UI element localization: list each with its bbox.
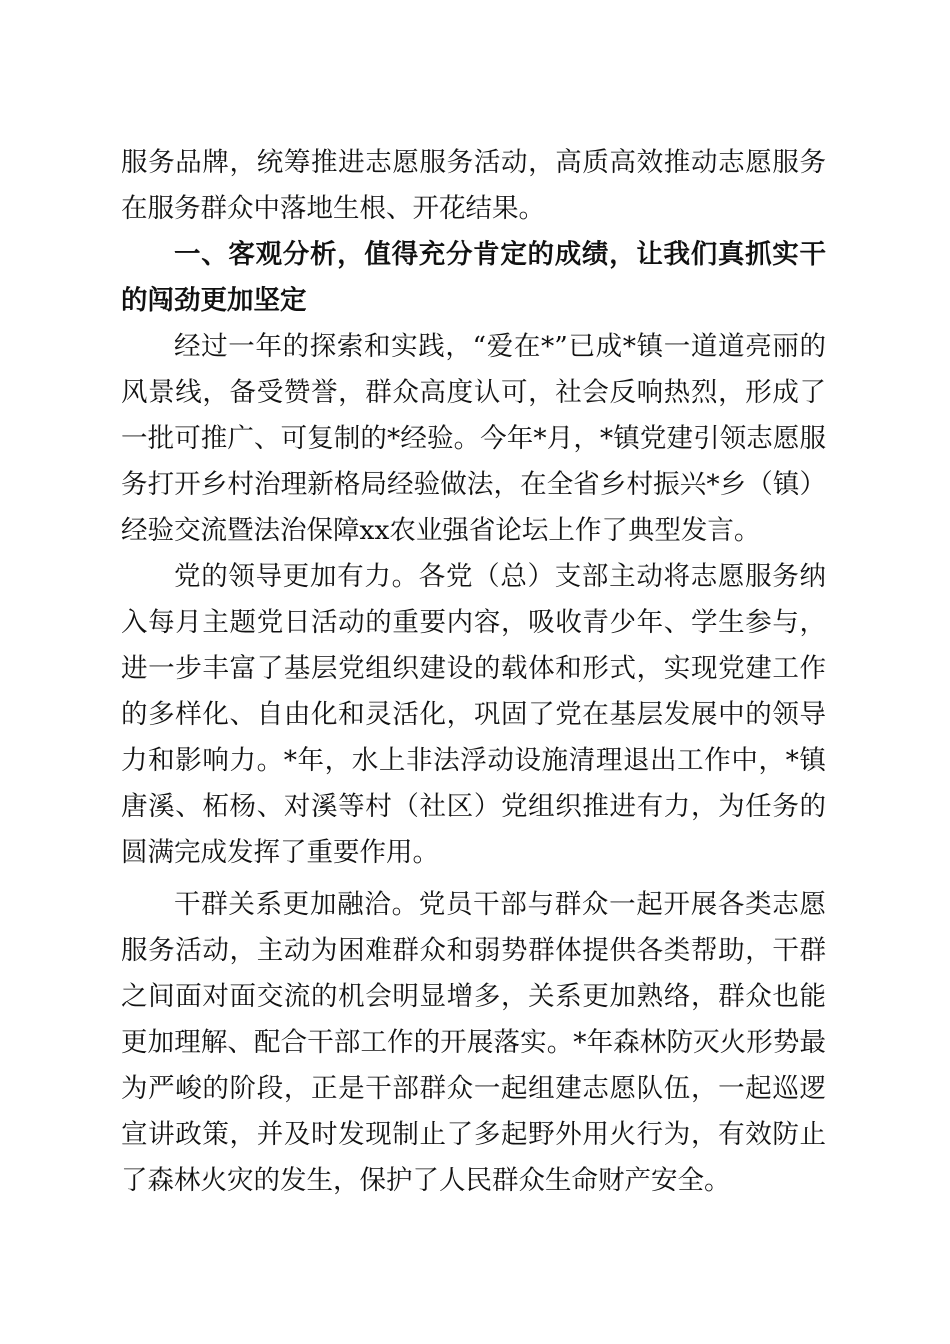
paragraph-achievements: 经过一年的探索和实践，“爱在*”已成*镇一道道亮丽的风景线，备受赞誉，群众高度认可，社会反响热烈，形成了一批可推广、可复制的*经验。今年*月，*镇党建引领志愿服务打开乡村治理新格局经验做法，在全省乡村振兴*乡（镇）经验交流暨法治保障xx农业强省论坛上作了典型发言。 <box>121 331 826 546</box>
paragraph-cadre-relations: 干群关系更加融洽。党员干部与群众一起开展各类志愿服务活动，主动为困难群众和弱势群体提供各类帮助，干群之间面对面交流的机会明显增多，关系更加熟络，群众也能更加理解、配合干部工作的开展落实。*年森林防灭火形势最为严峻的阶段，正是干部群众一起组建志愿队伍，一起巡逻宣讲政策，并及时发现制止了多起野外用火行为，有效防止了森林火灾的发生，保护了人民群众生命财产安全。 <box>121 889 826 1196</box>
section-heading: 一、客观分析，值得充分肯定的成绩，让我们真抓实干的闯劲更加坚定 <box>121 239 826 316</box>
document-body <box>121 140 826 1204</box>
continuation-paragraph: 服务品牌，统筹推进志愿服务活动，高质高效推动志愿服务在服务群众中落地生根、开花结果。 <box>121 147 826 224</box>
paragraph-party-leadership: 党的领导更加有力。各党（总）支部主动将志愿服务纳入每月主题党日活动的重要内容，吸收青少年、学生参与，进一步丰富了基层党组织建设的载体和形式，实现党建工作的多样化、自由化和灵活化，巩固了党在基层发展中的领导力和影响力。*年，水上非法浮动设施清理退出工作中，*镇唐溪、柘杨、对溪等村（社区）党组织推进有力，为任务的圆满完成发挥了重要作用。 <box>121 561 826 868</box>
